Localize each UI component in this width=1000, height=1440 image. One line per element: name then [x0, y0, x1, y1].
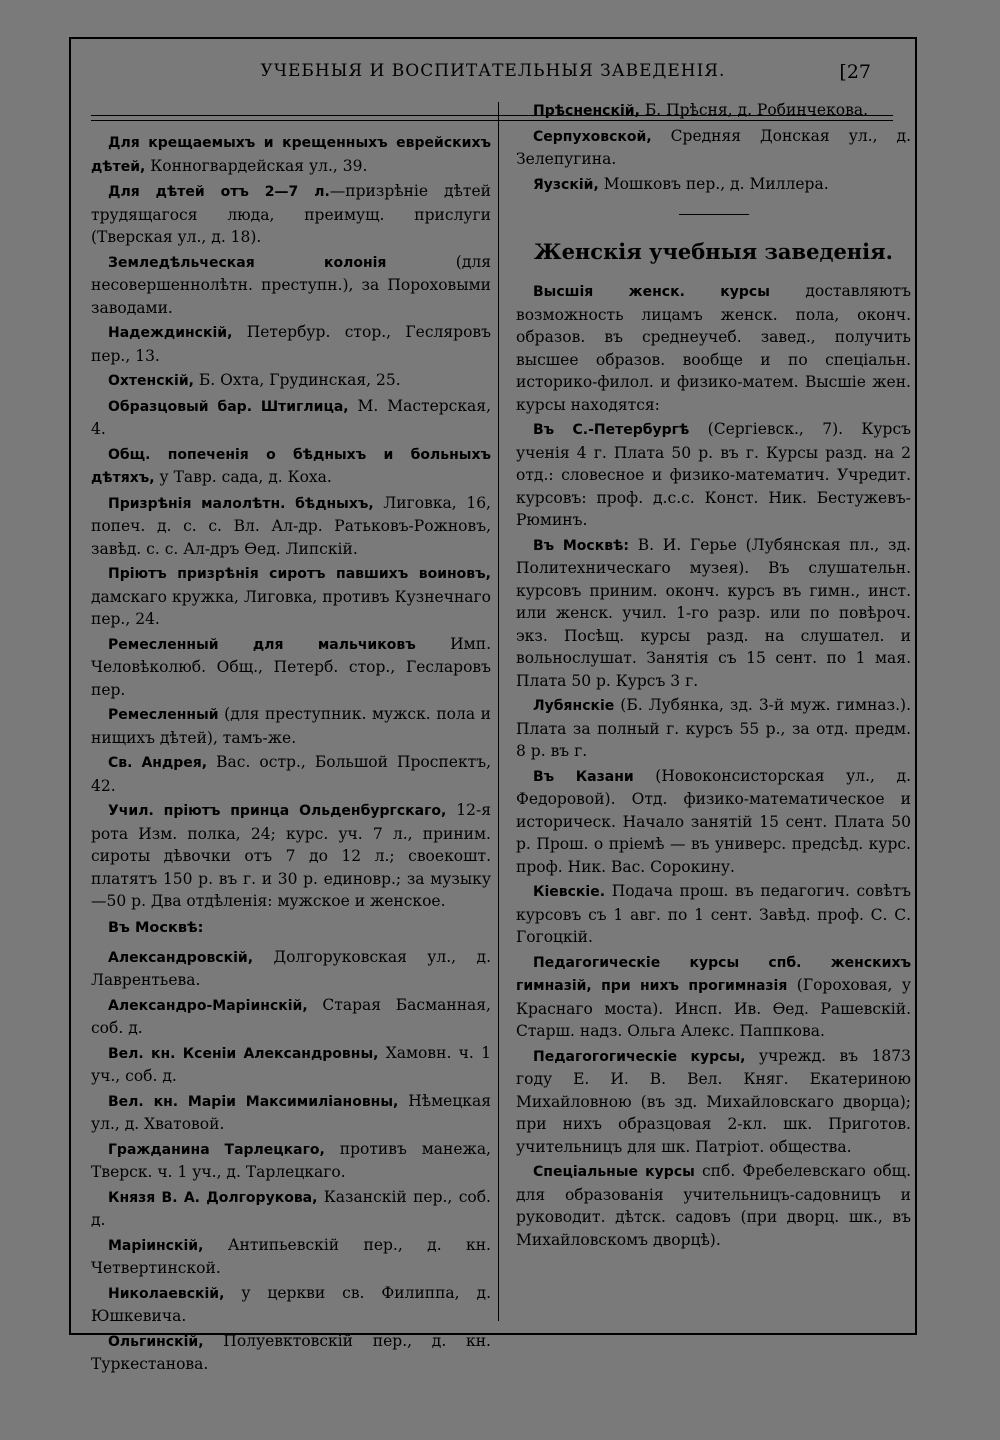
entry-text: Лиговка, 16, попеч. д. с. с. Вл. Ал-др. Ратьковъ-Рожновъ, завѣд. с. с. Ал-дръ Ѳед. Липскій. [91, 493, 491, 558]
entry-name: Земледѣльческая колонія [108, 254, 387, 271]
list-item [516, 765, 911, 879]
entry-name: Для крещаемыхъ и крещенныхъ еврейскихъ дѣтей, [91, 135, 491, 175]
entry-text: противъ манежа, Тверск. ч. 1 уч., д. Тарлецкаго. [91, 1139, 491, 1181]
entry-name: Александро-Маріинскій, [108, 997, 308, 1014]
section-title: Женскія учебныя заведенія. [534, 239, 893, 264]
list-item [91, 1138, 491, 1184]
list-item [91, 180, 491, 249]
entry-name: Вел. кн. Ксеніи Александровны, [108, 1045, 379, 1062]
list-item [91, 492, 491, 561]
entry-name: Прѣсненскій, [533, 103, 640, 119]
list-item [516, 418, 911, 532]
entry-name: Въ С.-Петербургѣ [533, 422, 690, 438]
entry-text: учрежд. въ 1873 году Е. И. В. Вел. Княг. Екатериною Михайловною (въ зд. Михайловскаго дворца); при нихъ образцовая 2-кл. шк. Приготов. учительницъ для шк. Патріот. общества. [516, 1046, 911, 1156]
entry-text: (Сергіевск., 7). Курсъ ученія 4 г. Плата 50 р. въ г. Курсы разд. на 2 отд.: словесное и физико-математич. Учредит. курсовъ: проф. д.с.с. Конст. Ник. Бестужевъ-Рюминъ. [516, 420, 911, 529]
entry-name: Серпуховской, [533, 128, 652, 145]
entry-name: Ремесленный для мальчиковъ [108, 636, 416, 653]
list-item [516, 280, 911, 416]
list-item [516, 99, 911, 123]
entry-text: Мошковъ пер., д. Миллера. [598, 174, 829, 193]
entry-text: у церкви св. Филиппа, д. Юшкевича. [91, 1283, 491, 1325]
list-item [91, 1090, 491, 1136]
running-header [71, 61, 915, 91]
list-item [91, 1330, 491, 1376]
entry-name: Гражданина Тарлецкаго, [108, 1141, 325, 1158]
entry-text: Антипьевскій пер., д. кн. Четвертинской. [91, 1235, 491, 1277]
section-divider [679, 214, 749, 215]
entry-name: Въ Казани [533, 768, 634, 785]
list-item [91, 799, 491, 913]
entry-name: Педагогогическіе курсы, [533, 1048, 746, 1065]
entry-text: Вас. остр., Большой Проспектъ, 42. [91, 753, 491, 795]
list-item [91, 251, 491, 320]
entry-text: доставляютъ возможность лицамъ женск. пола, оконч. образов. въ среднеучеб. завед., получить высшее образов. вообще и по спеціальн. историко-филол. и физико-матем. Высшіе жен. курсы находятся: [516, 282, 911, 414]
moscow-heading: Въ Москвѣ: [108, 919, 204, 936]
entry-text: Б. Прѣсня, д. Робинчекова. [639, 101, 869, 119]
entry-text: у Тавр. сада, д. Коха. [154, 468, 332, 486]
list-item [91, 443, 491, 490]
entry-name: Кіевскіе. [533, 884, 606, 900]
entry-name: Св. Андрея, [108, 755, 208, 771]
entry-name: Спеціальные курсы [533, 1164, 695, 1180]
list-item [91, 1042, 491, 1088]
entry-name: Призрѣнія малолѣтн. бѣдныхъ, [108, 495, 374, 512]
entry-name: Общ. попеченія о бѣдныхъ и больныхъ дѣтяхъ, [91, 446, 491, 486]
entry-name: Педагогическіе курсы спб. женскихъ гимназій, при нихъ прогимназія [516, 954, 911, 994]
list-item [516, 125, 911, 171]
column-divider [498, 102, 499, 1321]
entry-text: В. И. Герье (Лубянская пл., зд. Политехническаго музея). Въ слушательн. курсовъ приним. оконч. курсъ въ гимн., инст. или женск. учил. 1-го разр. или по повѣроч. экз. Посѣщ. курсы разд. на слушател. и вольнослушат. Занятія съ 15 сент. по 1 мая. Плата 50 р. Курсъ 3 г. [516, 535, 911, 690]
entry-text: (для несовершеннолѣтн. преступн.), за Пороховыми заводами. [91, 252, 491, 317]
entry-text: (для преступник. мужск. пола и нищихъ дѣтей), тамъ-же. [91, 705, 491, 747]
page-title: УЧЕБНЫЯ И ВОСПИТАТЕЛЬНЫЯ ЗАВЕДЕНІЯ. [260, 61, 726, 81]
entry-name: Образцовый бар. Штиглица, [108, 398, 349, 415]
list-item [516, 1160, 911, 1251]
list-item [91, 321, 491, 367]
list-item [91, 1234, 491, 1280]
entry-text: Казанскій пер., соб. д. [91, 1187, 491, 1229]
entry-name: Учил. пріютъ принца Ольденбургскаго, [108, 803, 447, 819]
entry-name: Александровскій, [108, 949, 254, 966]
entry-name: Высшія женск. курсы [533, 284, 770, 300]
list-item [91, 131, 491, 178]
entry-text: (Гороховая, у Краснаго моста). Инсп. Ив. Ѳед. Рашевскій. Старш. надз. Ольга Алекс. Паппкова. [516, 976, 911, 1040]
entry-name: Пріютъ призрѣнія сиротъ павшихъ воиновъ, [108, 566, 491, 582]
list-item [516, 951, 911, 1043]
entry-text: Долгоруковская ул., д. Лаврентьева. [91, 947, 491, 989]
entry-name: Лубянскіе [533, 698, 615, 714]
right-column [516, 99, 911, 1253]
list-item [91, 395, 491, 441]
list-item [91, 994, 491, 1040]
entry-name: Для дѣтей отъ 2—7 л. [108, 184, 330, 200]
list-item [516, 880, 911, 949]
entry-name: Николаевскій, [108, 1285, 225, 1302]
entry-text: —призрѣніе дѣтей трудящагося люда, преимущ. прислуги (Тверская ул., д. 18). [91, 182, 492, 246]
entry-text: М. Мастерская, 4. [91, 396, 491, 438]
entry-text: 12-я рота Изм. полка, 24; курс. уч. 7 л., приним. сироты дѣвочки отъ 7 до 12 л.; своекошт. платятъ 150 р. въ г. и 30 р. единовр.; за музыку—50 р. Два отдѣленія: мужское и женское. [91, 801, 491, 910]
list-item [91, 946, 491, 992]
entry-name: Яузскій, [533, 176, 599, 193]
entry-text: Петербур. стор., Гесляровъ пер., 13. [91, 323, 491, 365]
entry-text: Нѣмецкая ул., д. Хватовой. [91, 1091, 491, 1133]
entry-name: Въ Москвѣ: [533, 537, 629, 554]
entry-text: Хамовн. ч. 1 уч., соб. д. [91, 1043, 491, 1085]
list-item [516, 694, 911, 763]
entry-text: Конногвардейская ул., 39. [145, 156, 368, 175]
entry-name: Князя В. А. Долгорукова, [108, 1189, 318, 1206]
page-frame [69, 37, 917, 1373]
list-item [516, 534, 911, 693]
left-column [91, 131, 491, 1378]
entry-name: Ольгинскій, [108, 1333, 204, 1350]
list-item [516, 1045, 911, 1159]
list-item [91, 1186, 491, 1232]
entry-name: Ремесленный [108, 707, 219, 723]
list-item [91, 562, 491, 631]
entry-text: дамскаго кружка, Лиговка, противъ Кузнечнаго пер., 24. [91, 587, 491, 628]
list-item [91, 703, 491, 749]
entry-name: Маріинскій, [108, 1237, 204, 1254]
list-item [91, 633, 491, 702]
entry-text: (Новоконсисторская ул., д. Федоровой). Отд. физико-математическое и историческ. Начало занятій 15 сент. Плата 50 р. Прош. о пріемѣ — въ универс. предсѣд. курс. проф. Ник. Вас. Сорокину. [516, 766, 911, 876]
entry-text: Полуевктовскій пер., д. кн. Туркестанова. [91, 1331, 491, 1373]
list-item [516, 173, 911, 197]
entry-text: (Б. Лубянка, зд. 3-й муж. гимназ.). Плата за полный г. курсъ 55 р., за отд. предм. 8 р. въ г. [516, 696, 911, 760]
entry-text: Подача прош. въ педагогич. совѣтъ курсовъ съ 1 авг. по 1 сент. Завѣд. проф. С. С. Гогоцкій. [516, 882, 911, 946]
entry-text: Средняя Донская ул., д. Зелепугина. [516, 126, 911, 168]
entry-name: Охтенскій, [108, 373, 194, 389]
list-item [91, 751, 491, 797]
entry-text: спб. Фребелевскаго общ. для образованія учительницъ-садовницъ и руководит. дѣтск. садовъ (при дворц. шк., въ Михайловскомъ дворцѣ). [516, 1162, 911, 1249]
entry-text: Б. Охта, Грудинская, 25. [193, 371, 401, 389]
entry-name: Вел. кн. Маріи Максимиліановны, [108, 1093, 399, 1110]
entry-text: Старая Басманная, соб. д. [91, 995, 491, 1037]
page-number: [27 [839, 61, 871, 83]
list-item [91, 1282, 491, 1328]
entry-text: Имп. Человѣколюб. Общ., Петерб. стор., Гесларовъ пер. [91, 634, 491, 699]
list-item [91, 369, 491, 393]
entry-name: Надеждинскій, [108, 325, 233, 341]
